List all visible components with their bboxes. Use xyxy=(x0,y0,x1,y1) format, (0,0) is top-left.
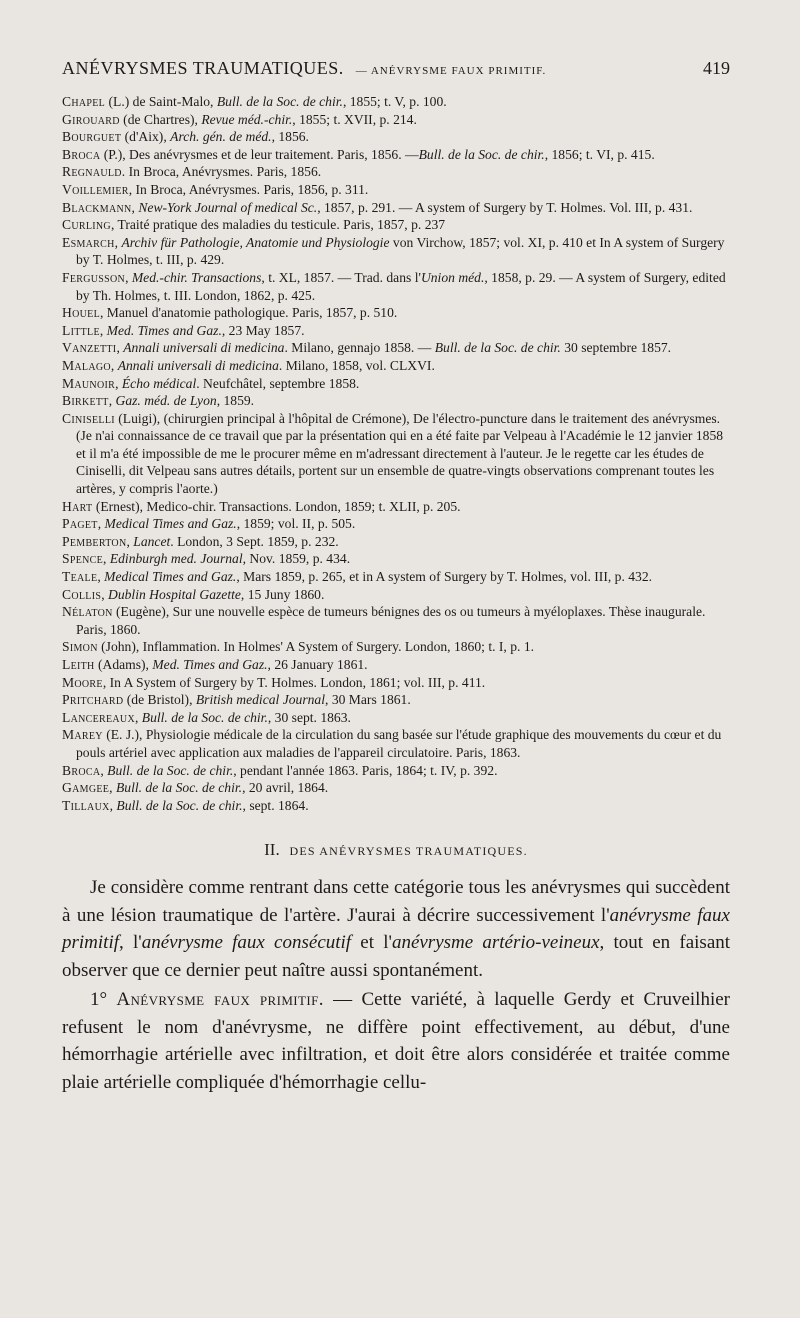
bibliography-entry xyxy=(62,269,730,304)
running-header xyxy=(62,58,730,79)
text-run: (Eugène), Sur une nouvelle espèce de tumeurs bénignes des os ou tumeurs à myéloplaxes. Thèse inaugurale. Paris, 1860. xyxy=(76,604,706,637)
text-run: , xyxy=(109,797,117,813)
text-run: 30 septembre 1857. xyxy=(560,340,672,356)
text-run: , tout en faisant observer que ce dernier peut naître aussi spontanément. xyxy=(62,932,731,981)
bibliography-entry xyxy=(62,515,730,533)
bibliography-entry xyxy=(62,304,730,322)
text-run: , xyxy=(100,762,108,778)
entry-author: Maunoir xyxy=(62,375,116,391)
italic-text: Bull. de la Soc. de chir. xyxy=(434,340,561,356)
entry-author: Nélaton xyxy=(62,604,113,620)
bibliography-entry xyxy=(62,199,730,217)
entry-author: Houel xyxy=(62,305,100,321)
bibliography-entry xyxy=(62,709,730,727)
entry-author: Broca xyxy=(62,146,101,162)
entry-author: Teale xyxy=(62,569,98,585)
text-run: , 20 avril, 1864. xyxy=(242,780,329,796)
text-run: . Neufchâtel, septembre 1858. xyxy=(196,375,360,391)
text-run: , 1859; vol. II, p. 505. xyxy=(236,516,356,532)
paragraph xyxy=(62,874,730,984)
entry-author: Leith xyxy=(62,657,95,672)
text-run: (de Chartres), xyxy=(119,111,202,127)
bibliography-entry xyxy=(62,550,730,568)
text-run: , xyxy=(109,780,116,796)
text-run: , xyxy=(108,393,116,409)
text-run: (E. J.), Physiologie médicale de la circulation du sang basée sur l'étude graphique des mouvements du cœur et du pouls artériel avec application aux maladies de l'appareil circulatoire. Paris, 1863. xyxy=(76,727,722,760)
italic-text: British medical Journal xyxy=(195,692,326,708)
entry-author: Simon xyxy=(62,639,98,655)
text-run: , Nov. 1859, p. 434. xyxy=(242,551,351,567)
section-title: DES ANÉVRYSMES TRAUMATIQUES. xyxy=(289,844,528,859)
section-number: II. xyxy=(264,840,280,860)
text-run: , t. XL, 1857. — Trad. dans l' xyxy=(261,269,421,285)
entry-author: Fergusson xyxy=(62,269,126,285)
italic-text: Bull. de la Soc. de chir. xyxy=(141,709,268,725)
text-run: , xyxy=(116,340,124,356)
text-run: , 1855; t. V, p. 100. xyxy=(342,94,447,109)
entry-author: Vanzetti xyxy=(62,340,117,356)
italic-text: Med.-chir. Transactions xyxy=(131,269,262,285)
bibliography-entry xyxy=(62,498,730,516)
text-run: , xyxy=(114,234,122,250)
paragraph xyxy=(62,986,730,1096)
text-run: , Mars 1859, p. 265, et in A system of Surgery by T. Holmes, vol. III, p. 432. xyxy=(236,569,653,585)
text-run: , xyxy=(101,586,108,602)
bibliography-entry xyxy=(62,726,730,761)
text-run: . London, 3 Sept. 1859, p. 232. xyxy=(170,533,339,549)
text-run: , 30 Mars 1861. xyxy=(325,692,411,708)
entry-author: Chapel xyxy=(62,94,106,109)
bibliography-entry xyxy=(62,533,730,551)
italic-text: Gaz. méd. de Lyon xyxy=(115,393,217,409)
text-run: (Luigi), (chirurgien principal à l'hôpital de Crémone), De l'électro-puncture dans le traitement des anévrysmes. (Je n'ai connaissance de ce travail que par la présentation qui en a été faite par Velpeau à l'Académie le 12 janvier 1858 et il m'a été impossible de me le procurer même en m'adressant directement à l'auteur. Je le regette car les études de Ciniselli, dit Velpeau sans autres détails, portent sur un ensemble de quatre-vingts observations comprenant toutes les artères, y compris l'aorte.) xyxy=(76,410,724,497)
entry-author: Curling xyxy=(62,217,111,233)
italic-text: anévrysme faux consécutif xyxy=(141,932,352,954)
bibliography-entry xyxy=(62,128,730,146)
bibliography-entry xyxy=(62,603,730,638)
text-run: . In Broca, Anévrysmes. Paris, 1856. xyxy=(121,164,322,180)
italic-text: Medical Times and Gaz. xyxy=(104,516,237,532)
bibliography-entry xyxy=(62,674,730,692)
italic-text: Med. Times and Gaz. xyxy=(106,322,222,338)
entry-author: Birkett xyxy=(62,393,109,409)
bibliography-entry xyxy=(62,762,730,780)
italic-text: Revue méd.-chir. xyxy=(201,111,293,127)
italic-text: anévrysme faux primitif xyxy=(62,904,730,954)
text-run: , 30 sept. 1863. xyxy=(267,709,351,725)
bibliography-entry xyxy=(62,638,730,656)
text-run: (d'Aix), xyxy=(121,129,171,145)
bibliography-entry xyxy=(62,375,730,393)
italic-text: Écho médical xyxy=(121,375,197,391)
text-run: — Cette variété, à laquelle Gerdy et Cruveilhier refusent le nom d'anévrysme, ne diffère point effectivement, au début, d'une hémorrhagie artérielle avec infiltration, et doit être alors considérée et traitée comme plaie artérielle compliquée d'hémorrhagie cellu- xyxy=(62,989,730,1093)
text-run: , 15 Juny 1860. xyxy=(240,586,325,602)
bibliography-entry xyxy=(62,93,730,111)
bibliography-entry xyxy=(62,111,730,129)
italic-text: Dublin Hospital Gazette xyxy=(108,586,241,602)
text-run: , xyxy=(131,199,139,215)
entry-author: Spence xyxy=(62,551,104,567)
text-run: , xyxy=(97,516,105,532)
bibliography-entry xyxy=(62,357,730,375)
text-run: (Ernest), Medico-chir. Transactions. London, 1859; t. XLII, p. 205. xyxy=(92,498,461,514)
text-run: . Milano, gennajo 1858. — xyxy=(284,340,435,356)
text-run: (de Bristol), xyxy=(123,692,196,708)
entry-author: Lancereaux xyxy=(62,709,135,725)
text-run: , xyxy=(103,551,110,567)
entry-author: Moore xyxy=(62,674,103,690)
bibliography-entry xyxy=(62,216,730,234)
italic-text: Med. Times and Gaz. xyxy=(152,657,268,672)
bibliography-entry xyxy=(62,586,730,604)
bibliography-entry xyxy=(62,181,730,199)
text-run: , 1855; t. XVII, p. 214. xyxy=(292,111,417,127)
italic-text: Bull. de la Soc. de chir. xyxy=(115,780,243,796)
italic-text: Bull. de la Soc. de chir. xyxy=(418,146,545,162)
text-run: et l' xyxy=(351,932,392,954)
italic-text: Edinburgh med. Journal xyxy=(109,551,243,567)
italic-text: Bull. de la Soc. de chir. xyxy=(216,94,343,109)
entry-author: Paget xyxy=(62,516,98,532)
body-text xyxy=(62,874,730,1096)
text-run: , Traité pratique des maladies du testicule. Paris, 1857, p. 237 xyxy=(110,217,446,233)
bibliography-entry xyxy=(62,410,730,498)
text-run: , l' xyxy=(119,932,142,954)
italic-text: Lancet xyxy=(133,533,171,549)
italic-text: Bull. de la Soc. de chir. xyxy=(116,797,243,813)
bibliography-entry xyxy=(62,322,730,340)
text-run: , 26 January 1861. xyxy=(267,657,368,672)
entry-author: Hart xyxy=(62,498,93,514)
text-run: Je considère comme rentrant dans cette catégorie tous les anévrysmes qui succèdent à une lésion traumatique de l'artère. J'aurai à décrire successivement l' xyxy=(62,877,730,926)
text-run: , xyxy=(134,709,142,725)
bibliography-entry xyxy=(62,797,730,815)
entry-author: Collis xyxy=(62,586,102,602)
text-run: , xyxy=(125,269,132,285)
entry-author: Broca xyxy=(62,762,101,778)
text-run: , 1856; t. VI, p. 415. xyxy=(544,146,655,162)
text-run: , xyxy=(99,322,107,338)
italic-text: Annali universali di medicina xyxy=(123,340,285,356)
text-run: Anévrysme faux primitif. xyxy=(116,989,324,1011)
italic-text: Union méd. xyxy=(420,269,485,285)
running-title-group xyxy=(62,58,546,79)
text-run: , xyxy=(126,533,134,549)
text-run: . Milano, 1858, vol. CLXVI. xyxy=(278,357,435,373)
bibliography-entry xyxy=(62,392,730,410)
text-run: , xyxy=(115,375,122,391)
text-run: (John), Inflammation. In Holmes' A System of Surgery. London, 1860; t. I, p. 1. xyxy=(97,639,535,655)
italic-text: Bull. de la Soc. de chir. xyxy=(107,762,234,778)
entry-author: Blackmann xyxy=(62,199,132,215)
bibliography-entry xyxy=(62,656,730,674)
text-run: , pendant l'année 1863. Paris, 1864; t. IV, p. 392. xyxy=(233,762,498,778)
entry-author: Malago xyxy=(62,357,111,373)
text-run: , 1858, p. 29. — A system of Surgery, edited by Th. Holmes, t. III. London, 1862, p. 425. xyxy=(76,269,726,303)
italic-text: Medical Times and Gaz. xyxy=(104,569,237,585)
bibliography-entry xyxy=(62,691,730,709)
entry-author: Gamgee xyxy=(62,780,110,796)
text-run: , In A System of Surgery by T. Holmes. London, 1861; vol. III, p. 411. xyxy=(102,674,486,690)
bibliography-entry xyxy=(62,339,730,357)
text-run: (Adams), xyxy=(94,657,153,672)
text-run: 1° xyxy=(90,989,117,1011)
text-run: , 1859. xyxy=(216,393,255,409)
bibliography-list xyxy=(62,93,730,814)
entry-author: Pemberton xyxy=(62,533,127,549)
bibliography-entry xyxy=(62,146,730,164)
entry-author: Girouard xyxy=(62,111,120,127)
text-run: (P.), Des anévrysmes et de leur traitement. Paris, 1856. — xyxy=(100,146,419,162)
italic-text: anévrysme artério-veineux xyxy=(391,932,600,954)
bibliography-entry xyxy=(62,779,730,797)
entry-author: Little xyxy=(62,322,100,338)
italic-text: Arch. gén. de méd. xyxy=(170,129,272,145)
entry-author: Pritchard xyxy=(62,692,124,708)
text-run: , In Broca, Anévrysmes. Paris, 1856, p. 311. xyxy=(128,181,369,197)
bibliography-entry xyxy=(62,234,730,269)
text-run: von Virchow, 1857; vol. XI, p. 410 et In A system of Surgery by T. Holmes, t. III, p. 429. xyxy=(76,234,725,268)
text-run: , 23 May 1857. xyxy=(221,322,305,338)
page-number: 419 xyxy=(703,58,730,78)
bibliography-entry xyxy=(62,163,730,181)
running-subtitle: — ANÉVRYSME FAUX PRIMITIF. xyxy=(355,65,547,77)
text-run: , Manuel d'anatomie pathologique. Paris, 1857, p. 510. xyxy=(99,305,398,321)
text-run: , xyxy=(110,357,118,373)
entry-author: Tillaux xyxy=(62,797,110,813)
entry-author: Regnauld xyxy=(62,164,122,180)
italic-text: Annali universali di medicina xyxy=(117,357,279,373)
entry-author: Marey xyxy=(62,727,103,743)
running-title: ANÉVRYSMES TRAUMATIQUES. xyxy=(62,58,344,78)
text-run: , 1856. xyxy=(271,129,309,145)
entry-author: Ciniselli xyxy=(62,410,115,426)
text-run: (L.) de Saint-Malo, xyxy=(105,94,217,109)
entry-author: Voillemier xyxy=(62,181,129,197)
entry-author: Esmarch xyxy=(62,234,115,250)
text-run: , sept. 1864. xyxy=(242,797,309,813)
text-run: , xyxy=(97,569,105,585)
italic-text: Archiv für Pathologie, Anatomie und Physiologie xyxy=(121,234,390,250)
italic-text: New-York Journal of medical Sc. xyxy=(138,199,318,215)
entry-author: Bourguet xyxy=(62,129,122,145)
text-run: , 1857, p. 291. — A system of Surgery by T. Holmes. Vol. III, p. 431. xyxy=(317,199,693,215)
bibliography-entry xyxy=(62,568,730,586)
section-heading xyxy=(62,840,730,860)
